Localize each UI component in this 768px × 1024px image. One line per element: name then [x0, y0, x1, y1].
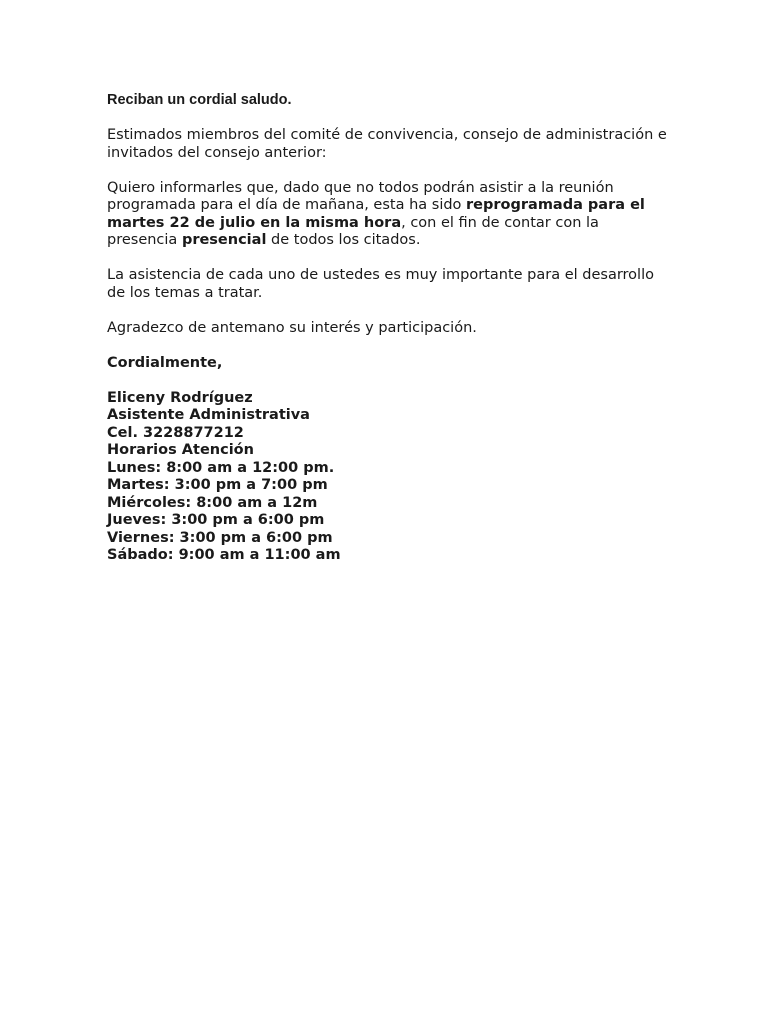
greeting: Reciban un cordial saludo. [107, 92, 292, 108]
hours-line: Jueves: 3:00 pm a 6:00 pm [107, 512, 325, 528]
hours-line: Viernes: 3:00 pm a 6:00 pm [107, 529, 333, 546]
hours-heading: Horarios Atención [107, 442, 254, 458]
body-paragraph-thanks: Agradezco de antemano su interés y participación. [107, 319, 477, 336]
signature-phone: Cel. 3228877212 [107, 424, 244, 441]
body-paragraph-reschedule [107, 180, 667, 250]
body-text: Quiero informarles que, dado que no todos podrán asistir a la reunión programada para el día de mañana, esta ha sido [107, 179, 614, 213]
body-paragraph-importance: La asistencia de cada uno de ustedes es muy importante para el desarrollo de los temas a tratar. [107, 267, 654, 301]
hours-line: Miércoles: 8:00 am a 12m [107, 494, 318, 511]
salutation: Estimados miembros del comité de convivencia, consejo de administración e invitados del consejo anterior: [107, 127, 667, 161]
body-text: de todos los citados. [266, 232, 421, 248]
document-page [107, 92, 667, 565]
signature-title: Asistente Administrativa [107, 407, 310, 423]
in-person-emphasis: presencial [181, 232, 267, 248]
hours-line: Lunes: 8:00 am a 12:00 pm. [107, 459, 335, 476]
hours-line: Sábado: 9:00 am a 11:00 am [107, 547, 341, 563]
hours-line: Martes: 3:00 pm a 7:00 pm [107, 477, 328, 493]
signature-block [107, 390, 667, 565]
closing: Cordialmente, [107, 354, 223, 371]
body-text: , con el fin de contar con la presencia [107, 214, 599, 248]
signature-name: Eliceny Rodríguez [107, 389, 253, 406]
rescheduled-date-emphasis: reprogramada para el martes 22 de julio en la misma hora [107, 197, 645, 231]
